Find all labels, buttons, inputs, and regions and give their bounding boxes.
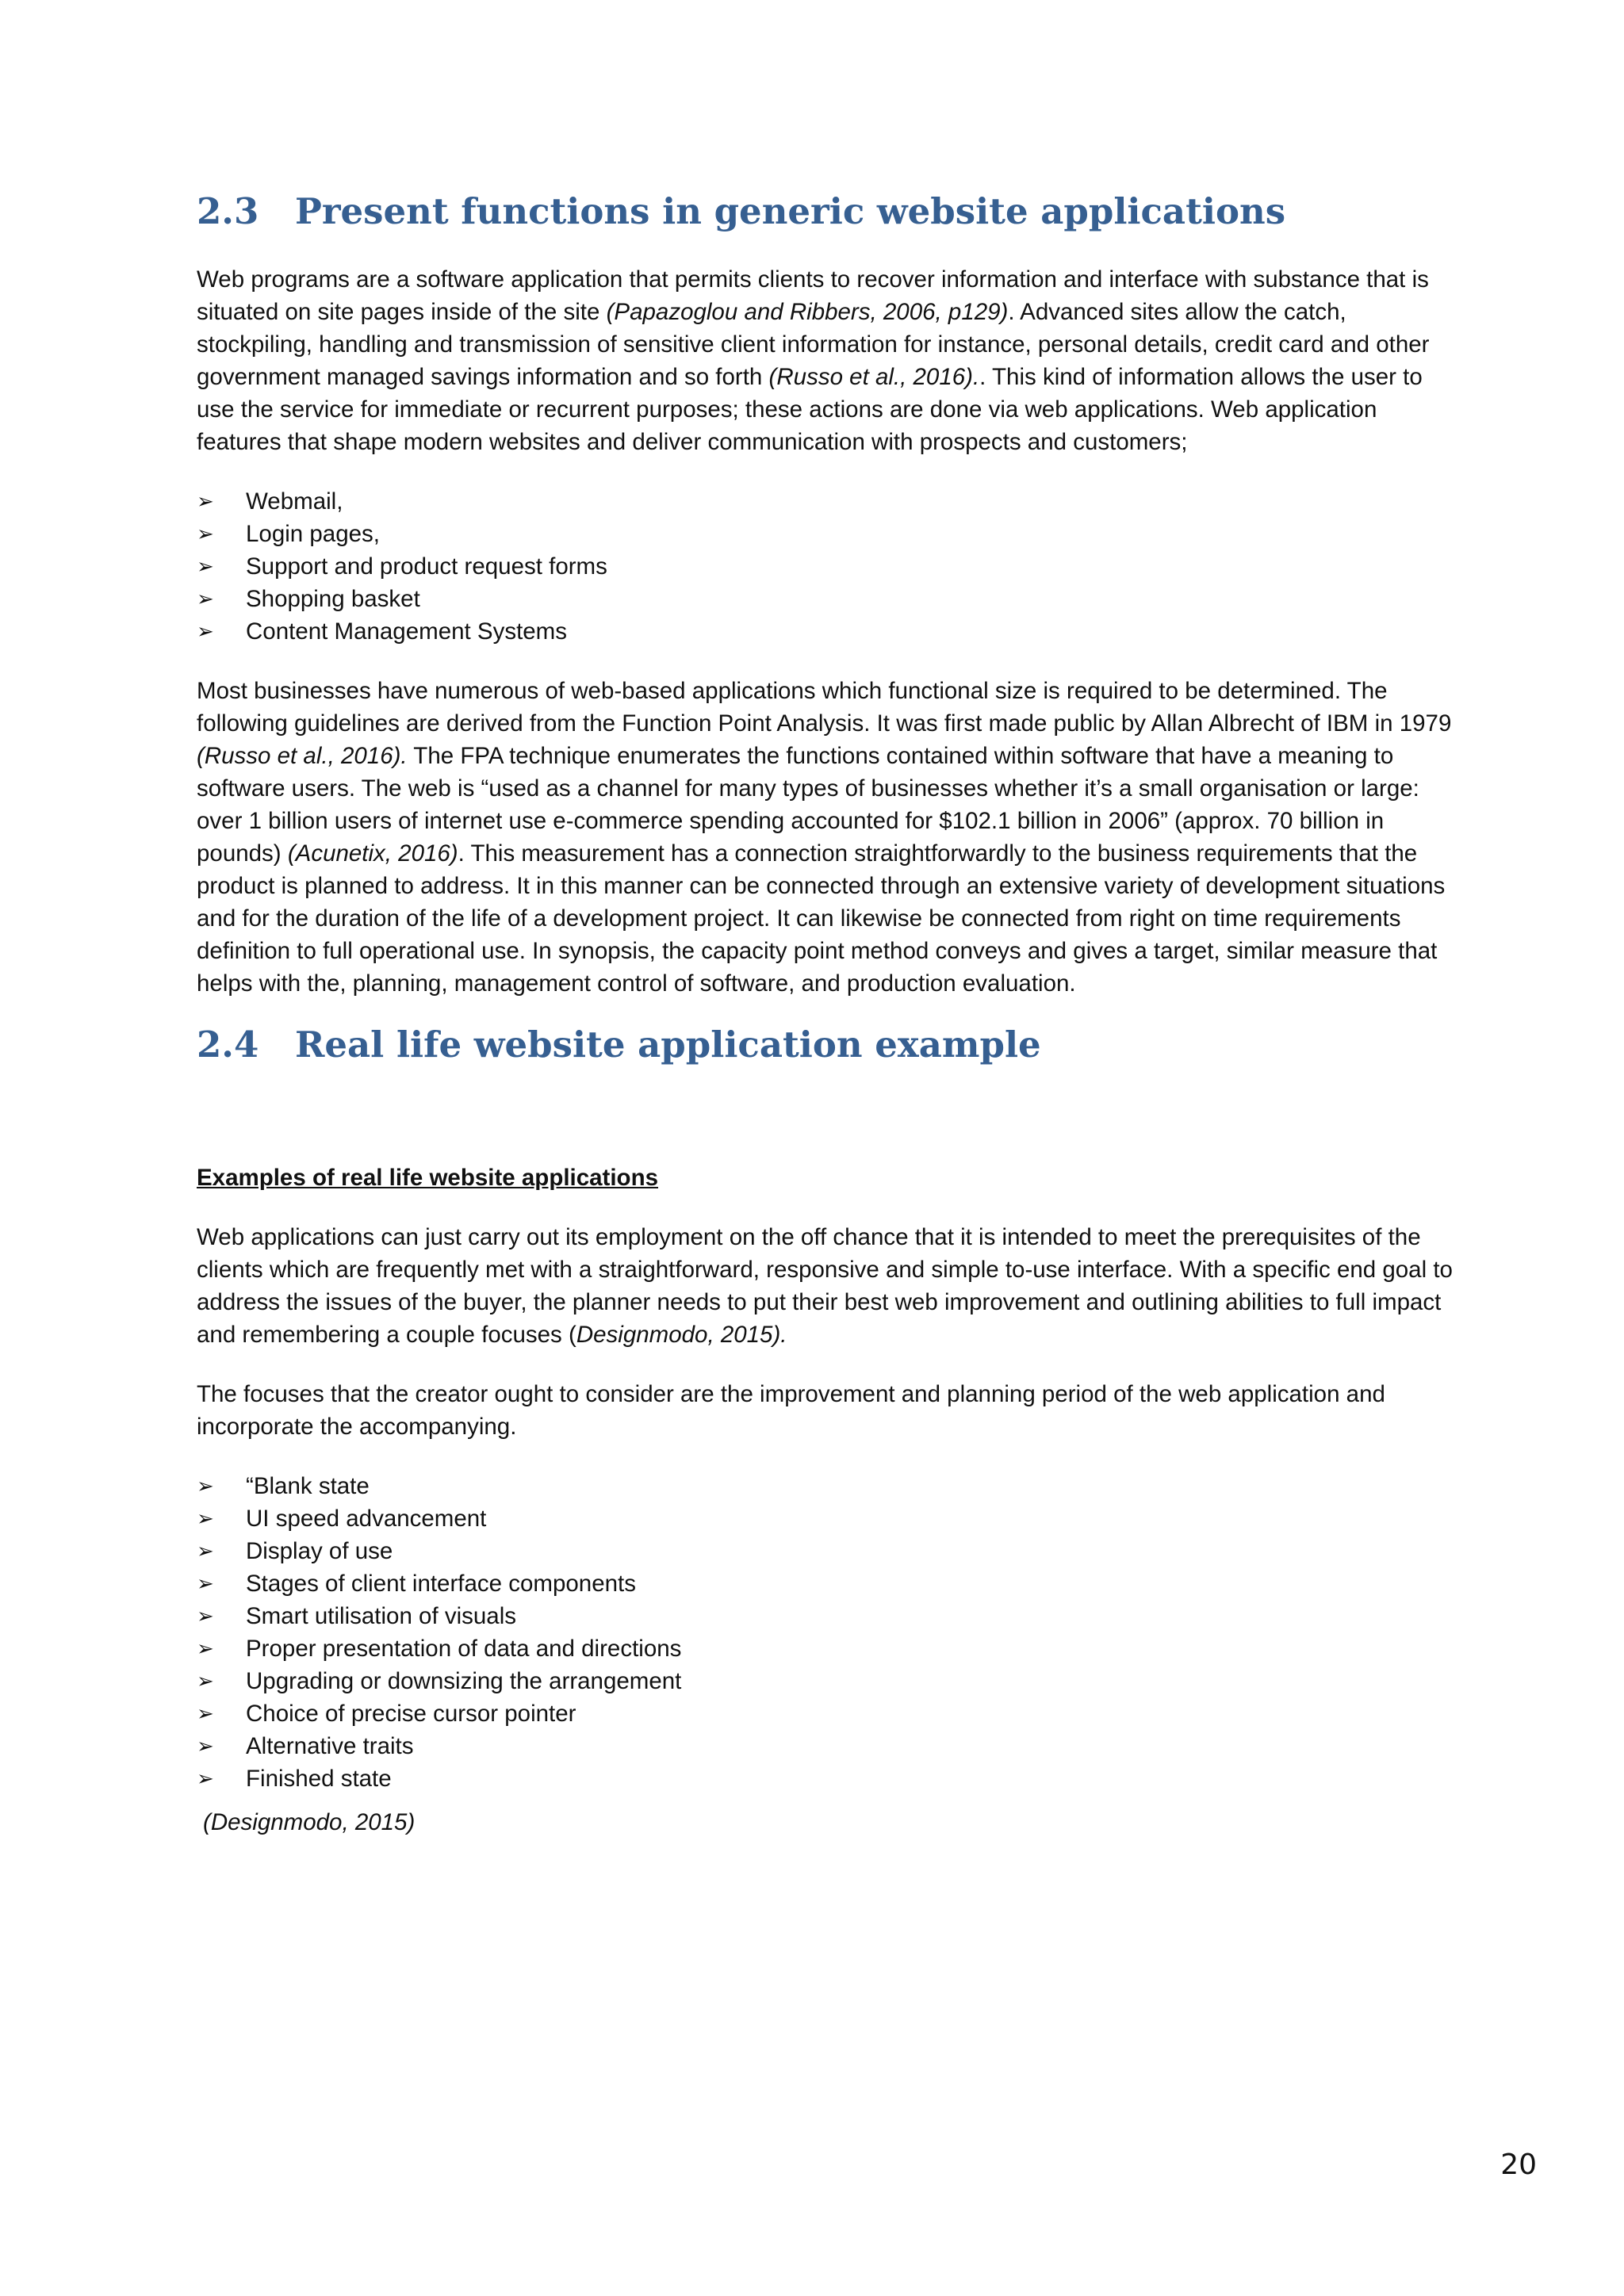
- page-content: [197, 182, 1457, 1839]
- section-2-3-heading: [197, 182, 1457, 241]
- paragraph-text: Web applications can just carry out its employment on the off chance that it is intended to meet the prerequisites of the clients which are frequently met with a straightforward, responsive and simple to-use interface. With a specific end goal to address the issues of the buyer, the planner needs to put their best web improvement and outlining abilities to full impact and remembering a couple focuses (: [197, 1224, 1453, 1348]
- arrow-bullet-icon: ➢: [197, 1571, 214, 1595]
- arrow-bullet-icon: ➢: [197, 1604, 214, 1628]
- section-title: Present functions in generic website applications: [295, 190, 1286, 232]
- list-item: ➢ UI speed advancement: [197, 1502, 1457, 1535]
- list-item: ➢ Stages of client interface components: [197, 1567, 1457, 1600]
- paragraph-text: Most businesses have numerous of web-based applications which functional size is required to be determined. The following guidelines are derived from the Function Point Analysis. It was first made public by Allan Albrecht of IBM in 1979: [197, 678, 1452, 737]
- arrow-bullet-icon: ➢: [197, 1474, 214, 1498]
- arrow-bullet-icon: ➢: [197, 1636, 214, 1660]
- arrow-bullet-icon: ➢: [197, 489, 214, 513]
- citation: (Papazoglou and Ribbers, 2006, p129): [606, 299, 1009, 325]
- arrow-bullet-icon: ➢: [197, 1766, 214, 1790]
- list-item: ➢ Proper presentation of data and directions: [197, 1632, 1457, 1665]
- paragraph-text: . This kind of information allows the user to use the service for immediate or recurrent purposes; these actions are done via web applications. Web application features that shape modern websites and deliver communication with prospects and customers;: [197, 364, 1423, 455]
- citation: (Designmodo, 2015): [203, 1809, 416, 1835]
- arrow-bullet-icon: ➢: [197, 1539, 214, 1563]
- subheading: Examples of real life website applications: [197, 1165, 659, 1191]
- arrow-bullet-icon: ➢: [197, 1669, 214, 1693]
- arrow-bullet-icon: ➢: [197, 1734, 214, 1758]
- list-item: ➢ Smart utilisation of visuals: [197, 1600, 1457, 1632]
- list-item: ➢ Alternative traits: [197, 1730, 1457, 1762]
- section-number: 2.3: [197, 190, 259, 232]
- paragraph: [197, 1221, 1457, 1351]
- list-item: ➢ “Blank state: [197, 1470, 1457, 1502]
- section-number: 2.4: [197, 1024, 259, 1066]
- citation: (Russo et al., 2016).: [768, 364, 980, 390]
- citation: Designmodo, 2015).: [576, 1322, 787, 1348]
- citation: (Russo et al., 2016).: [197, 743, 408, 769]
- list-item: ➢ Finished state: [197, 1762, 1457, 1795]
- list-item: ➢ Shopping basket: [197, 583, 1457, 615]
- list-item: ➢ Content Management Systems: [197, 615, 1457, 648]
- paragraph: The focuses that the creator ought to consider are the improvement and planning period of the web application and incorporate the accompanying.: [197, 1381, 1385, 1440]
- arrow-bullet-icon: ➢: [197, 1506, 214, 1530]
- page-number: 20: [1500, 2149, 1537, 2181]
- paragraph: [197, 263, 1457, 458]
- paragraph-text: . This measurement has a connection straightforwardly to the business requirements that the product is planned to address. It in this manner can be connected through an extensive variety of development situations and for the duration of the life of a development project. It can likewise be connected from right on time requirements definition to full operational use. In synopsis, the capacity point method conveys and gives a target, similar measure that helps with the, planning, management control of software, and production evaluation.: [197, 840, 1446, 997]
- citation: (Acunetix, 2016): [287, 840, 458, 867]
- bullet-list: [197, 1470, 1457, 1795]
- section-2-4-heading: [197, 1016, 1457, 1074]
- list-item: ➢ Display of use: [197, 1535, 1457, 1567]
- list-item: ➢ Login pages,: [197, 518, 1457, 550]
- bullet-list: [197, 485, 1457, 648]
- arrow-bullet-icon: ➢: [197, 619, 214, 643]
- paragraph-text: Web programs are a software application that permits clients to recover information and interface with substance that is situated on site pages inside of the site: [197, 266, 1429, 325]
- list-item: ➢ Choice of precise cursor pointer: [197, 1697, 1457, 1730]
- arrow-bullet-icon: ➢: [197, 1701, 214, 1725]
- paragraph-text: . Advanced sites allow the catch, stockpiling, handling and transmission of sensitive client information for instance, personal details, credit card and other government managed savings information and so forth: [197, 299, 1430, 390]
- list-item: ➢ Upgrading or downsizing the arrangement: [197, 1665, 1457, 1697]
- list-item: ➢ Support and product request forms: [197, 550, 1457, 583]
- section-title: Real life website application example: [295, 1024, 1041, 1066]
- arrow-bullet-icon: ➢: [197, 554, 214, 578]
- paragraph-text: The FPA technique enumerates the functions contained within software that have a meaning to software users. The web is “used as a channel for many types of businesses whether it’s a small organisation or large: over 1 billion users of internet use e-commerce spending accounted for $102.1 billion in 2006” (approx. 70 billion in pounds): [197, 743, 1419, 867]
- list-item: ➢ Webmail,: [197, 485, 1457, 518]
- arrow-bullet-icon: ➢: [197, 587, 214, 610]
- arrow-bullet-icon: ➢: [197, 522, 214, 545]
- paragraph: [197, 675, 1457, 1000]
